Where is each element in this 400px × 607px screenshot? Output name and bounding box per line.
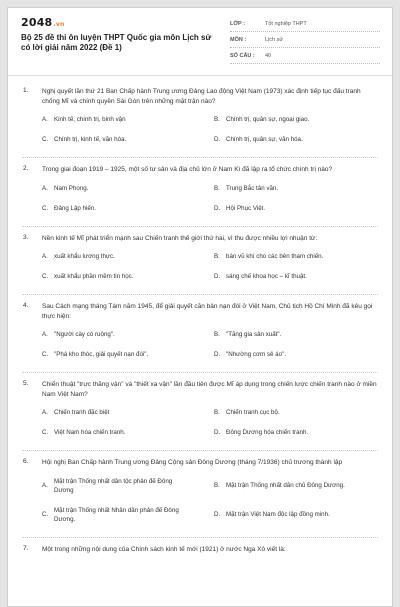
option-letter: B. [214, 253, 220, 260]
exam-info-box [230, 16, 380, 64]
site-logo[interactable] [21, 16, 64, 29]
question-number: 7. [23, 544, 29, 552]
option-text: Mặt trận Thống nhất dân chủ Đông Dương. [226, 482, 345, 489]
question-separator [22, 450, 378, 451]
question-block [8, 302, 392, 359]
answer-option[interactable] [214, 330, 384, 339]
option-text: Kinh tế, chính trị, binh vận [54, 116, 126, 123]
option-letter: C. [42, 136, 49, 143]
option-text: sáng chế khoa học – kĩ thuật. [226, 273, 307, 280]
option-letter: D. [214, 204, 221, 212]
question-block [8, 87, 392, 144]
option-letter: C. [42, 204, 49, 212]
question-number: 2. [23, 165, 29, 172]
option-letter: B. [214, 409, 220, 416]
option-letter: C. [42, 273, 49, 280]
option-text: Mặt trận Thống nhất Nhân dân phản đế Đông Dương. [54, 506, 179, 523]
option-letter: C. [42, 429, 49, 436]
option-text: xuất khẩu lương thực. [54, 253, 115, 260]
answer-option[interactable] [214, 204, 384, 213]
option-letter: B. [214, 116, 220, 123]
option-text: Chính trị, kinh tế, văn hóa. [54, 136, 127, 143]
answer-option[interactable] [42, 184, 214, 193]
option-letter: C. [42, 351, 49, 358]
answer-option[interactable] [42, 350, 214, 359]
option-letter: D. [214, 273, 221, 280]
question-number: 1. [23, 87, 29, 94]
question-text: Nền kinh tế Mĩ phát triển mạnh sau Chiến tranh thế giới thứ hai, vì thu được nhiều lợi nhuận từ: [42, 234, 318, 242]
answer-option[interactable] [42, 408, 214, 417]
document-page [7, 7, 393, 607]
info-key: LỚP : [230, 20, 245, 27]
option-letter: B. [214, 331, 220, 338]
question-block [8, 380, 392, 437]
info-key: SỐ CÂU : [230, 52, 255, 59]
info-row-class [230, 16, 380, 32]
option-text: Trung Bắc tân văn. [226, 184, 279, 192]
answer-options [42, 408, 392, 437]
option-text: Nam Phong. [54, 184, 89, 192]
option-letter: D. [214, 351, 221, 358]
option-text: Mặt trận Việt Nam độc lập đồng minh. [226, 511, 330, 518]
question-text: Một trong những nội dung của Chính sách kinh tế mới (1921) ở nước Nga Xô viết là: [42, 545, 286, 553]
info-value: Tốt nghiệp THPT [265, 20, 307, 27]
question-number: 6. [23, 458, 29, 465]
question-number: 4. [23, 302, 29, 309]
option-letter: C. [42, 511, 49, 518]
answer-option[interactable] [214, 184, 384, 193]
question-block [8, 165, 392, 213]
question-text: Nghị quyết lần thứ 21 Ban Chấp hành Trung ương Đảng Lao động Việt Nam (1973) xác định tiếp tục đấu tranh chống Mĩ và chính quyền Sài Gòn trên những mặt trận nào? [42, 88, 361, 105]
answer-option[interactable] [214, 272, 384, 281]
document-header [8, 8, 392, 70]
question-block [8, 234, 392, 282]
info-row-subject [230, 32, 380, 48]
option-letter: D. [214, 511, 221, 518]
answer-options [42, 252, 392, 281]
question-separator [22, 157, 378, 158]
question-text: Sau Cách mạng tháng Tám năm 1945, để giải quyết căn bản nạn đói ở Việt Nam, Chủ tịch Hồ Chí Minh đã kêu gọi thực hiện: [42, 303, 373, 320]
option-text: "Tăng gia sản xuất". [226, 331, 282, 338]
answer-option[interactable] [214, 350, 384, 359]
option-letter: D. [214, 429, 221, 436]
answer-options [42, 477, 392, 524]
option-text: Đảng Lập hiến. [54, 204, 96, 212]
option-letter: D. [214, 136, 221, 143]
question-separator [22, 372, 378, 373]
answer-option[interactable] [42, 506, 214, 524]
answer-option[interactable] [42, 428, 214, 437]
option-letter: A. [42, 331, 48, 338]
option-text: Chính trị, quân sự, ngoại giao. [226, 116, 310, 123]
question-block [8, 545, 392, 555]
answer-options [42, 115, 392, 144]
answer-option[interactable] [42, 272, 214, 281]
option-text: "Phá kho thóc, giải quyết nạn đói". [54, 351, 149, 358]
logo-text: 2048 [21, 16, 53, 29]
question-list [8, 80, 392, 554]
question-number: 3. [23, 233, 29, 241]
answer-options [42, 184, 392, 213]
logo-domain: .vn [53, 21, 65, 28]
question-separator [22, 226, 378, 227]
question-text: Chiến thuật "trực thăng vận" và "thiết xa vận" lần đầu tiên được Mĩ áp dụng trong chiến lược chiến tranh nào ở miền Nam Việt Nam? [42, 381, 377, 398]
header-divider [8, 75, 392, 76]
option-letter: A. [42, 253, 48, 260]
option-letter: B. [214, 184, 220, 192]
info-value: 40 [265, 52, 272, 59]
question-separator [22, 537, 378, 538]
answer-option[interactable] [42, 115, 214, 124]
question-number: 5. [23, 380, 29, 387]
info-key: MÔN : [230, 36, 247, 43]
answer-option[interactable] [214, 506, 384, 524]
option-text: Đông Dương hóa chiến tranh. [226, 429, 309, 436]
option-letter: A. [42, 184, 48, 192]
question-block [8, 458, 392, 524]
question-text: Trong giai đoạn 1919 – 1925, một số tư sản và địa chủ lớn ở Nam Kì đã lập ra tổ chức chính trị nào? [42, 166, 333, 173]
answer-option[interactable] [42, 135, 214, 144]
option-letter: B. [214, 482, 220, 489]
question-text: Hội nghị Ban Chấp hành Trung ương Đảng Cộng sản Đông Dương (tháng 7/1936) chủ trương thành lập [42, 459, 343, 466]
answer-option[interactable] [214, 428, 384, 437]
option-text: Việt Nam hóa chiến tranh. [54, 429, 126, 436]
answer-option[interactable] [42, 330, 214, 339]
answer-option[interactable] [214, 115, 384, 124]
option-text: "Nhường cơm sẻ áo". [226, 351, 286, 358]
answer-option[interactable] [214, 408, 384, 417]
info-row-question-count [230, 48, 380, 64]
answer-option[interactable] [214, 135, 384, 144]
option-letter: A. [42, 409, 48, 416]
option-text: Chiến tranh cục bộ. [226, 409, 280, 416]
option-text: xuất khẩu phần mềm tin học. [54, 273, 134, 280]
answer-option[interactable] [42, 252, 214, 261]
option-letter: A. [42, 116, 48, 123]
option-text: bán vũ khí cho các bên tham chiến. [226, 253, 324, 260]
option-letter: A. [42, 482, 48, 489]
answer-option[interactable] [42, 477, 214, 495]
answer-option[interactable] [214, 252, 384, 261]
option-text: Chiến tranh đặc biệt [54, 409, 110, 416]
option-text: Chính trị, quân sự, văn hóa. [226, 136, 303, 143]
answer-options [42, 330, 392, 359]
option-text: "Người cày có ruộng". [54, 331, 115, 338]
document-title: Bộ 25 đề thi ôn luyện THPT Quốc gia môn Lịch sử có lời giải năm 2022 (Đề 1) [21, 33, 212, 52]
answer-option[interactable] [42, 204, 214, 213]
option-text: Mặt trận Thống nhất dân tộc phản đế Đông Dương [54, 477, 173, 494]
info-value: Lịch sử [265, 36, 284, 43]
answer-option[interactable] [214, 477, 384, 495]
question-separator [22, 294, 378, 295]
option-text: Hội Phục Việt. [226, 204, 266, 212]
